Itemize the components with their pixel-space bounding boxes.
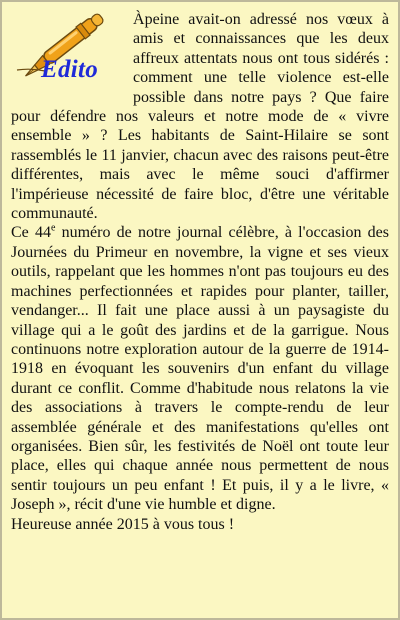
issue-number: 44 xyxy=(34,224,51,242)
issue-number-suffix: e xyxy=(50,223,56,235)
edito-logo xyxy=(11,10,127,88)
paragraph-issue-lead: Ce xyxy=(11,224,35,242)
edito-heading: Edito xyxy=(41,56,99,83)
paragraph-issue-text: numéro de notre journal célèbre, à l'occasion des Journées du Primeur en novembre, la vigne et ses vieux outils, rappelant que les hommes n'ont pas toujours eu des machines perfectionnées et rapides pour planter, tailler, vendanger... Il fait une place aussi à un paysagiste du village qui a le goût des jardins et de la garrigue. Nous continuons notre exploration autour de la guerre de 1914-1918 en évoquant les souvenirs d'un enfant du village durant ce conflit. Comme d'habitude nous relatons la vie des associations à travers le compte-rendu de leur assemblée générale et des manifestations qu'elles ont organisées. Bien sûr, les festivités de Noël ont toute leur place, elles qui chaque année nous permettent de nous sentir toujours un peu enfant ! Et puis, il y a le livre, « Joseph », récit d'une vie humble et digne. xyxy=(11,224,389,514)
signoff: Heureuse année 2015 à vous tous ! xyxy=(11,515,235,533)
paragraph-issue xyxy=(11,223,389,514)
paragraph-intro: Àpeine avait-on adressé nos vœux à amis et connaissances que les deux affreux attentats nous ont tous sidérés : comment une telle violence est-elle possible dans notre pays ? Que faire pour défendre nos valeurs et notre mode de « vivre ensemble » ? Les habitants de Saint-Hilaire se sont rassemblés le 11 janvier, chacun avec des raisons peut-être différentes, mais avec le même souci d'affirmer l'impérieuse nécessité de faire bloc, d'être une véritable communauté. xyxy=(11,11,389,223)
